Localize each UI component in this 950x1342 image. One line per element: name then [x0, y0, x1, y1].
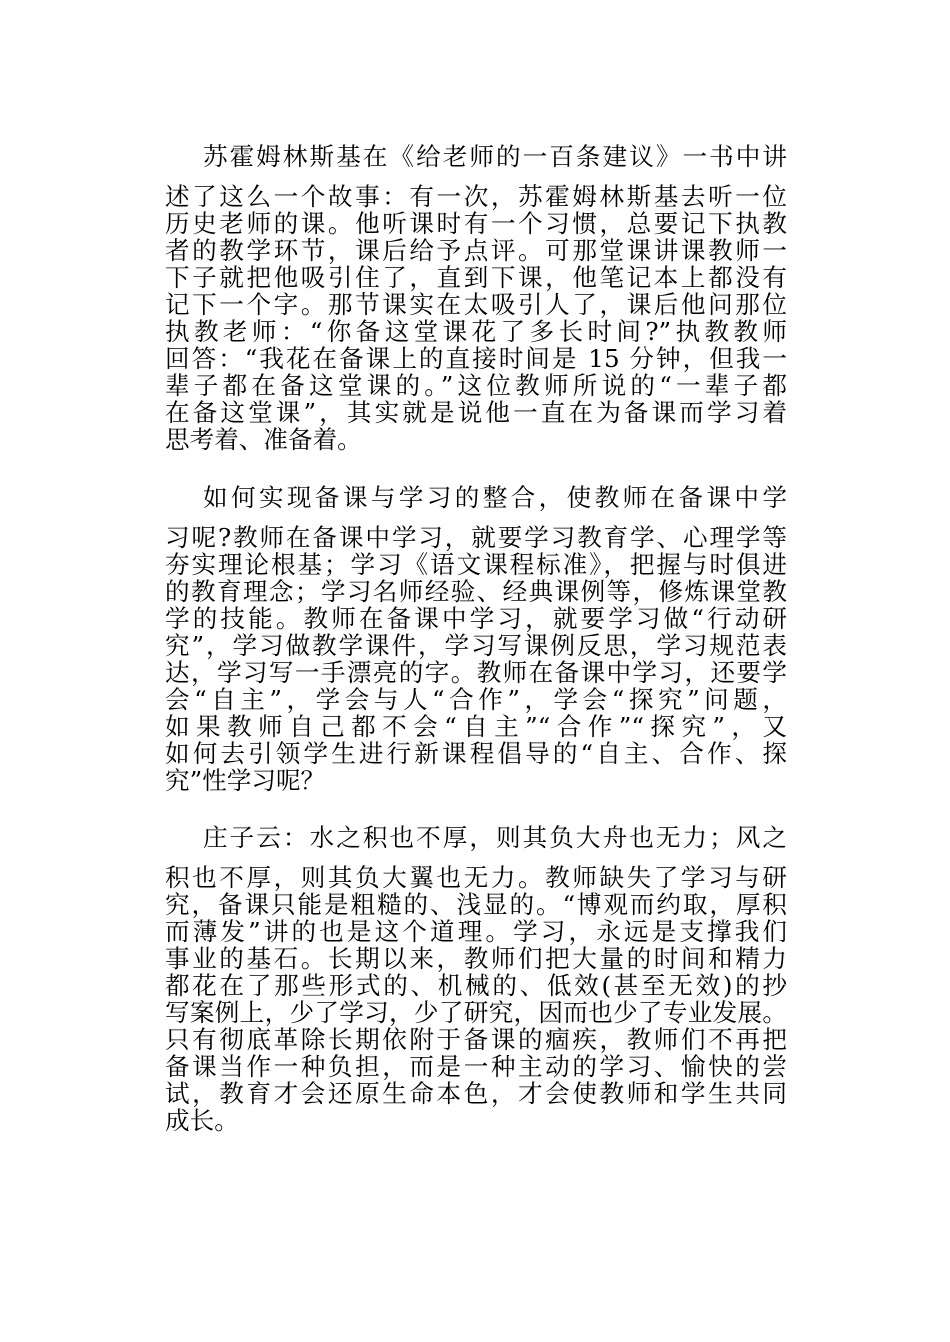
- paragraph-line: 究，备课只能是粗糙的、浅显的。“博观而约取，厚积: [165, 890, 787, 919]
- paragraph-line: 如何实现备课与学习的整合，使教师在备课中学: [203, 483, 787, 512]
- paragraph-line: 会“自主”，学会与人“合作”，学会“探究”问题，: [165, 685, 787, 714]
- paragraph-line: 者的教学环节，课后给予点评。可那堂课讲课教师一: [165, 236, 787, 265]
- paragraph-line: 如果教师自己都不会“自主”“合作”“探究”，又: [165, 712, 787, 741]
- paragraph-line: 辈子都在备这堂课的。”这位教师所说的“一辈子都: [165, 371, 787, 400]
- paragraph-line: 的教育理念；学习名师经验、经典课例等，修炼课堂教: [165, 577, 787, 606]
- paragraph-line: 积也不厚，则其负大翼也无力。教师缺失了学习与研: [165, 863, 787, 892]
- paragraph-line: 成长。: [165, 1106, 239, 1135]
- paragraph-line: 思考着、准备着。: [165, 425, 362, 454]
- paragraph-line: 述了这么一个故事：有一次，苏霍姆林斯基去听一位: [165, 182, 787, 211]
- paragraph-line: 都花在了那些形式的、机械的、低效(甚至无效)的抄: [165, 971, 787, 1000]
- paragraph-line: 而薄发”讲的也是这个道理。学习，永远是支撑我们: [165, 917, 787, 946]
- paragraph-line: 历史老师的课。他听课时有一个习惯，总要记下执教: [165, 209, 787, 238]
- paragraph-line: 究”，学习做教学课件，学习写课例反思，学习规范表: [165, 631, 787, 660]
- paragraph-learning-integration: [165, 484, 787, 794]
- paragraph-line: 学的技能。教师在备课中学习，就要学习做“行动研: [165, 604, 787, 633]
- paragraph-zhuangzi-quote: [165, 824, 787, 1134]
- paragraph-line: 写案例上，少了学习，少了研究，因而也少了专业发展。: [165, 998, 787, 1027]
- paragraph-line: 事业的基石。长期以来，教师们把大量的时间和精力: [165, 944, 787, 973]
- paragraph-line: 夯实理论根基；学习《语文课程标准》，把握与时俱进: [165, 550, 787, 579]
- paragraph-line: 下子就把他吸引住了，直到下课，他笔记本上都没有: [165, 263, 787, 292]
- paragraph-line: 试，教育才会还原生命本色，才会使教师和学生共同: [165, 1079, 787, 1108]
- paragraph-line: 习呢?教师在备课中学习，就要学习教育学、心理学等: [165, 523, 787, 552]
- paragraph-line: 执教老师：“你备这堂课花了多长时间?”执教教师: [165, 317, 787, 346]
- paragraph-line: 回答：“我花在备课上的直接时间是 15 分钟，但我一: [165, 344, 787, 373]
- paragraph-line: 达，学习写一手漂亮的字。教师在备课中学习，还要学: [165, 658, 787, 687]
- paragraph-suhomlinsky-story: [165, 143, 787, 453]
- paragraph-line: 苏霍姆林斯基在《给老师的一百条建议》一书中讲: [203, 142, 787, 171]
- paragraph-line: 只有彻底革除长期依附于备课的痼疾，教师们不再把: [165, 1025, 787, 1054]
- paragraph-line: 备课当作一种负担，而是一种主动的学习、愉快的尝: [165, 1052, 787, 1081]
- paragraph-line: 如何去引领学生进行新课程倡导的“自主、合作、探: [165, 739, 787, 768]
- paragraph-line: 在备这堂课”，其实就是说他一直在为备课而学习着: [165, 398, 787, 427]
- paragraph-line: 记下一个字。那节课实在太吸引人了，课后他问那位: [165, 290, 787, 319]
- paragraph-line: 究”性学习呢？: [165, 766, 326, 795]
- paragraph-line: 庄子云：水之积也不厚，则其负大舟也无力；风之: [203, 823, 787, 852]
